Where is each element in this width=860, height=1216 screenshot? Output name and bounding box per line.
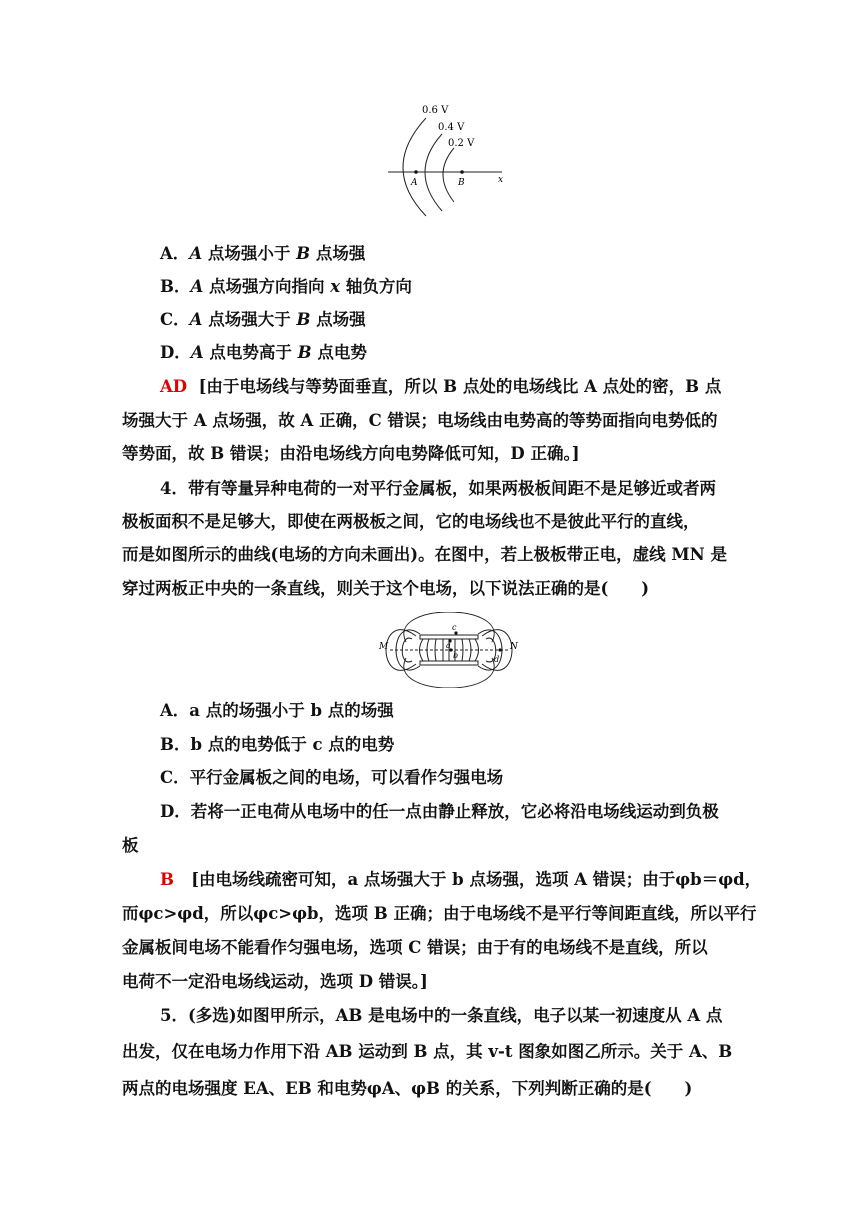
label-a: A [411, 178, 418, 188]
label-m: M [379, 642, 389, 652]
q4-explanation-3: 金属板间电场不能看作匀强电场，选项 C 错误；由于有的电场线不是直线，所以 [122, 938, 708, 957]
q4-explanation-1: [由电场线疏密可知，a 点场强大于 b 点场强，选项 A 错误；由于φb＝φd， [191, 870, 762, 889]
point-d-dot [498, 648, 501, 651]
q3-answer-line [160, 376, 860, 398]
equipotential-0-6v [403, 118, 426, 216]
q3-explanation-3: 等势面，故 B 错误；由沿电场线方向电势降低可知，D 正确。] [122, 444, 580, 463]
q3-option-d: D．A 点电势高于 B 点电势 [160, 343, 367, 362]
q4-option-b: B．b 点的电势低于 c 点的电势 [160, 735, 395, 754]
label-b: B [458, 178, 465, 188]
label-b: b [453, 651, 459, 660]
upper-plate [420, 635, 478, 639]
lower-plate [420, 661, 478, 665]
q4-explanation-4: 电荷不一定沿电场线运动，选项 D 错误。] [122, 972, 428, 991]
label-0-4v: 0.4 V [438, 122, 465, 133]
parallel-plates-figure [376, 612, 522, 688]
q3-explanation-1: [由于电场线与等势面垂直，所以 B 点处的电场线比 A 点处的密，B 点 [198, 377, 722, 396]
q5-stem-2: 出发，仅在电场力作用下沿 AB 运动到 B 点，其 v-t 图象如图乙所示。关于 A、B [122, 1042, 733, 1061]
q4-option-c: C．平行金属板之间的电场，可以看作匀强电场 [160, 768, 504, 787]
q4-answer-line [160, 869, 860, 891]
q4-stem-1: 4．带有等量异种电荷的一对平行金属板，如果两极板间距不是足够近或者两 [160, 479, 716, 498]
label-0-6v: 0.6 V [422, 105, 449, 116]
q4-stem-2: 极板面积不是足够大，即使在两极板之间，它的电场线也不是彼此平行的直线， [122, 512, 700, 531]
label-n: N [510, 642, 518, 652]
q3-answer: AD [160, 377, 188, 396]
point-b-dot [460, 170, 464, 174]
label-c: c [452, 623, 457, 632]
label-a: a [446, 641, 451, 650]
q4-option-d-cont: 板 [122, 836, 139, 855]
q5-stem-3: 两点的电场强度 EA、EB 和电势φA、φB 的关系，下列判断正确的是( ) [122, 1079, 693, 1098]
point-a-dot [414, 170, 418, 174]
q5-stem-1: 5．(多选)如图甲所示，AB 是电场中的一条直线，电子以某一初速度从 A 点 [160, 1006, 723, 1025]
label-x: x [498, 175, 504, 185]
label-0-2v: 0.2 V [448, 138, 475, 149]
q3-option-a: A．A 点场强小于 B 点场强 [160, 244, 366, 263]
q3-explanation-2: 场强大于 A 点场强，故 A 正确，C 错误；电场线由电势高的等势面指向电势低的 [122, 411, 718, 430]
q4-option-d: D．若将一正电荷从电场中的任一点由静止释放，它必将沿电场线运动到负极 [160, 802, 719, 821]
label-d: d [494, 655, 500, 664]
q3-option-b: B．A 点场强方向指向 x 轴负方向 [160, 277, 412, 296]
q4-stem-4: 穿过两板正中央的一条直线，则关于这个电场，以下说法正确的是( ) [122, 579, 650, 598]
q3-option-c: C．A 点场强大于 B 点场强 [160, 310, 366, 329]
q4-explanation-2: 而φc>φd，所以φc>φb，选项 B 正确；由于电场线不是平行等间距直线，所以平行 [122, 904, 757, 923]
equipotential-figure [380, 98, 520, 220]
q4-answer: B [160, 870, 174, 889]
equipotential-0-2v [443, 148, 454, 202]
q4-option-a: A．a 点的场强小于 b 点的场强 [160, 701, 394, 720]
q4-stem-3: 而是如图所示的曲线(电场的方向未画出)。在图中，若上极板带正电，虚线 MN 是 [122, 545, 727, 564]
